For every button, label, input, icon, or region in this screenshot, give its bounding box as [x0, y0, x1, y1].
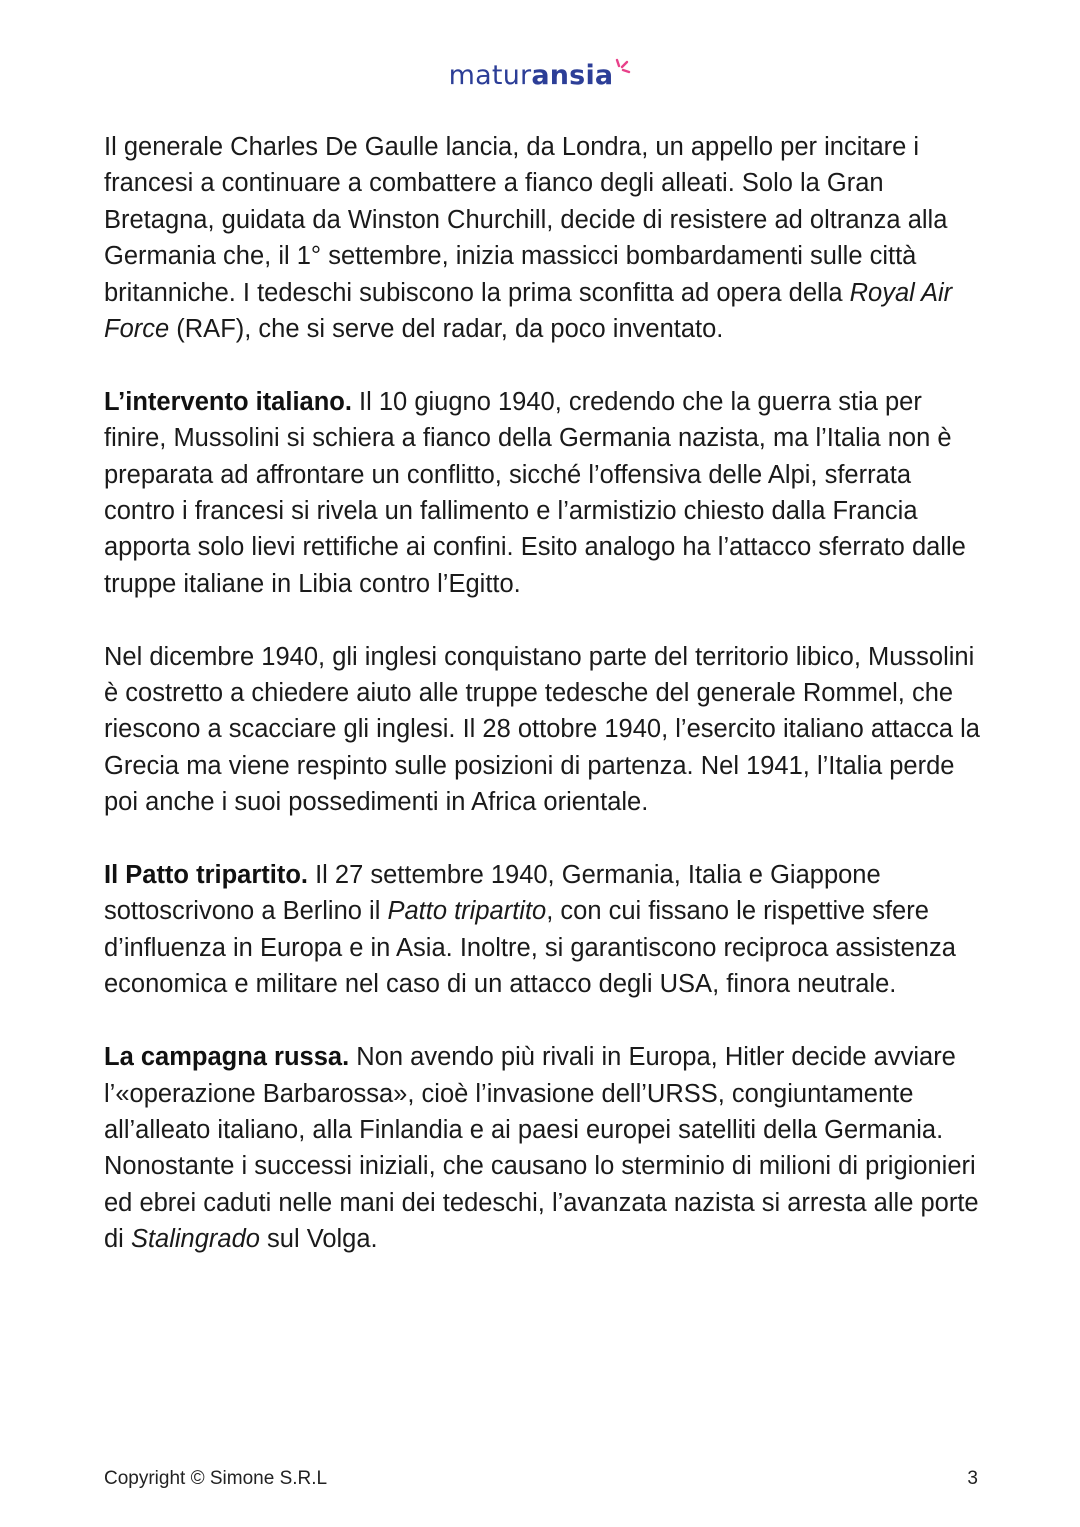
- p1-italic-raf: Royal Air Force: [104, 278, 953, 344]
- paragraph-de-gaulle: [104, 129, 984, 347]
- brand-logo-light: matur: [448, 60, 532, 91]
- brand-logo-bold: ansia: [531, 60, 614, 91]
- p5-text: Non avendo più rivali in Europa, Hitler decide avviare l’«operazione Barbarossa», cioè l’invasione dell’URSS, congiuntamente all’alleato italiano, alla Finlandia e ai paesi europei satelliti della Germania.: [104, 1043, 956, 1144]
- document-body: [104, 129, 984, 1294]
- p5-heading: La campagna russa.: [104, 1043, 350, 1072]
- p4-italic-patto: Patto tripartito: [387, 897, 547, 926]
- paragraph-campagna-russa: [104, 1039, 984, 1148]
- p6-text-2: sul Volga.: [259, 1225, 378, 1254]
- paragraph-dicembre-1940: [104, 639, 984, 821]
- copyright-text: Copyright © Simone S.R.L: [104, 1468, 328, 1489]
- paragraph-stalingrado: [104, 1148, 984, 1257]
- p3-text: Nel dicembre 1940, gli inglesi conquistano parte del territorio libico, Mussolini è costretto a chiedere aiuto alle truppe tedesche del generale Rommel, che riescono a scacciare gli inglesi. Il 28 ottobre 1940, l’esercito italiano attacca la Grecia ma viene respinto sulle posizioni di partenza. Nel 1941, l’Italia perde poi anche i suoi possedimenti in Africa orientale.: [104, 642, 980, 817]
- p4-text-1: Il 27 settembre 1940, Germania, Italia e Giappone sottoscrivono a Berlino il: [104, 861, 881, 926]
- p1-text-2: (RAF), che si serve del radar, da poco inventato.: [169, 315, 724, 344]
- spark-icon: [615, 58, 631, 78]
- p4-heading: Il Patto tripartito.: [104, 861, 308, 890]
- paragraph-patto-tripartito: [104, 857, 984, 1003]
- p2-heading: L’intervento italiano.: [104, 387, 352, 416]
- p6-italic-stalingrado: Stalingrado: [130, 1225, 260, 1254]
- p4-text-2: , con cui fissano le rispettive sfere d’influenza in Europa e in Asia. Inoltre, si garantiscono reciproca assistenza economica e militare nel caso di un attacco degli USA, finora neutrale.: [104, 897, 956, 999]
- page-number: 3: [967, 1468, 978, 1489]
- brand-logo: [0, 56, 1080, 96]
- paragraph-intervento-italiano: [104, 384, 984, 602]
- p6-text-1: Nonostante i successi iniziali, che causano lo sterminio di milioni di prigionieri ed ebrei caduti nelle mani dei tedeschi, l’avanzata nazista si arresta alle porte di: [104, 1152, 979, 1254]
- p2-text: Il 10 giugno 1940, credendo che la guerra stia per finire, Mussolini si schiera a fianco della Germania nazista, ma l’Italia non è preparata ad affrontare un conflitto, sicché l’offensiva delle Alpi, sferrata contro i francesi si rivela un fallimento e l’armistizio chiesto dalla Francia apporta solo lievi rettifiche ai confini. Esito analogo ha l’attacco sferrato dalle truppe italiane in Libia contro l’Egitto.: [104, 387, 966, 598]
- p1-text-1: Il generale Charles De Gaulle lancia, da Londra, un appello per incitare i francesi a continuare a combattere a fianco degli alleati. Solo la Gran Bretagna, guidata da Winston Churchill, decide di resistere ad oltranza alla Germania che, il 1° settembre, inizia massicci bombardamenti sulle città britanniche. I tedeschi subiscono la prima sconfitta ad opera della: [104, 133, 948, 307]
